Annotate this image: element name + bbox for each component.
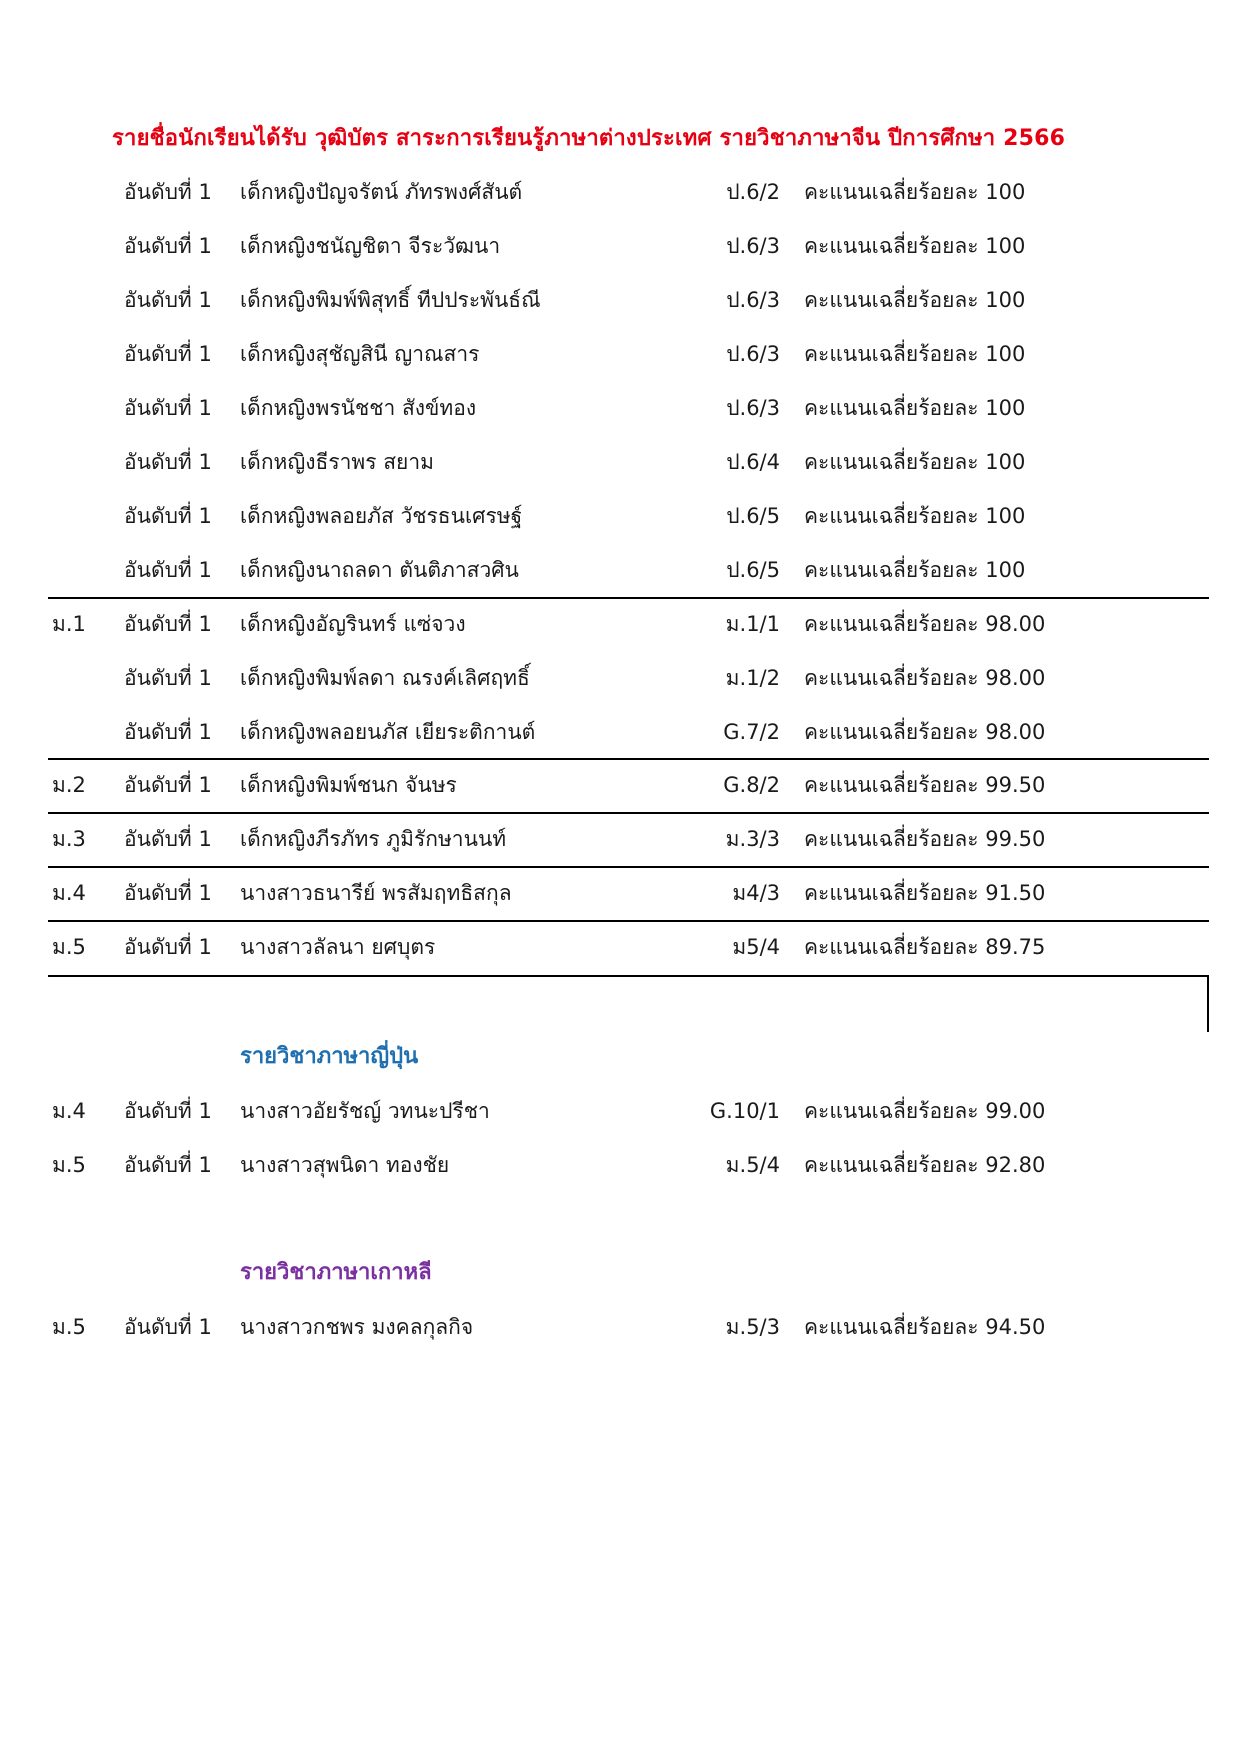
average-score: คะแนนเฉลี่ยร้อยละ 100 [804, 342, 1026, 366]
student-name: เด็กหญิงพรนัชชา สังข์ทอง [240, 396, 477, 420]
rank-label: อันดับที่ 1 [124, 612, 212, 636]
student-name: เด็กหญิงพิมพ์พิสุทธิ์ ทีปประพันธ์ณี [240, 288, 541, 312]
list-item [48, 758, 1208, 812]
average-score: คะแนนเฉลี่ยร้อยละ 98.00 [804, 666, 1046, 690]
average-score: คะแนนเฉลี่ยร้อยละ 98.00 [804, 612, 1046, 636]
list-item [48, 219, 1208, 273]
class-room: ม.5/4 [725, 1153, 780, 1177]
rank-label: อันดับที่ 1 [124, 1315, 212, 1339]
list-item [48, 1300, 1208, 1354]
student-name: เด็กหญิงอัญรินทร์ แซ่จวง [240, 612, 466, 636]
list-item [48, 866, 1208, 920]
grade-level: ม.3 [52, 827, 86, 851]
class-room: ป.6/3 [726, 396, 780, 420]
rank-label: อันดับที่ 1 [124, 504, 212, 528]
student-name: เด็กหญิงพิมพ์ชนก จันษร [240, 773, 457, 797]
average-score: คะแนนเฉลี่ยร้อยละ 94.50 [804, 1315, 1046, 1339]
rank-label: อันดับที่ 1 [124, 666, 212, 690]
document-title: รายชื่อนักเรียนได้รับ วุฒิบัตร สาระการเรียนรู้ภาษาต่างประเทศ รายวิชาภาษาจีน ปีการศึกษา 2566 [112, 126, 1066, 151]
average-score: คะแนนเฉลี่ยร้อยละ 91.50 [804, 881, 1046, 905]
student-name: นางสาวลัลนา ยศบุตร [240, 935, 436, 959]
rank-label: อันดับที่ 1 [124, 558, 212, 582]
grade-level: ม.5 [52, 1153, 86, 1177]
average-score: คะแนนเฉลี่ยร้อยละ 100 [804, 396, 1026, 420]
average-score: คะแนนเฉลี่ยร้อยละ 100 [804, 288, 1026, 312]
student-name: เด็กหญิงปัญจรัตน์ ภัทรพงศ์สันต์ [240, 180, 523, 204]
student-name: เด็กหญิงพลอยนภัส เยียระติกานต์ [240, 720, 536, 744]
class-room: ป.6/3 [726, 342, 780, 366]
class-room: ป.6/4 [726, 450, 780, 474]
student-name: เด็กหญิงธีราพร สยาม [240, 450, 434, 474]
student-name: เด็กหญิงพิมพ์ลดา ณรงค์เลิศฤทธิ์ [240, 666, 530, 690]
class-room: ม.1/2 [725, 666, 780, 690]
class-room: G.8/2 [723, 773, 780, 797]
class-room: G.10/1 [709, 1099, 780, 1123]
rank-label: อันดับที่ 1 [124, 234, 212, 258]
average-score: คะแนนเฉลี่ยร้อยละ 100 [804, 450, 1026, 474]
grade-level: ม.2 [52, 773, 86, 797]
average-score: คะแนนเฉลี่ยร้อยละ 100 [804, 504, 1026, 528]
japanese-heading: รายวิชาภาษาญี่ปุ่น [240, 1044, 419, 1069]
rank-label: อันดับที่ 1 [124, 773, 212, 797]
list-item [48, 920, 1208, 974]
list-item [48, 705, 1208, 759]
average-score: คะแนนเฉลี่ยร้อยละ 100 [804, 180, 1026, 204]
student-name: เด็กหญิงพลอยภัส วัชรธนเศรษฐ์ [240, 504, 523, 528]
class-room: ม.3/3 [725, 827, 780, 851]
list-item [48, 543, 1208, 597]
average-score: คะแนนเฉลี่ยร้อยละ 99.50 [804, 773, 1046, 797]
rank-label: อันดับที่ 1 [124, 342, 212, 366]
class-room: ม.5/3 [725, 1315, 780, 1339]
list-item [48, 381, 1208, 435]
student-name: เด็กหญิงภีรภัทร ภูมิรักษานนท์ [240, 827, 507, 851]
rank-label: อันดับที่ 1 [124, 1153, 212, 1177]
student-name: เด็กหญิงสุชัญสินี ญาณสาร [240, 342, 480, 366]
rank-label: อันดับที่ 1 [124, 450, 212, 474]
average-score: คะแนนเฉลี่ยร้อยละ 98.00 [804, 720, 1046, 744]
rank-label: อันดับที่ 1 [124, 881, 212, 905]
list-item [48, 597, 1208, 651]
korean-heading: รายวิชาภาษาเกาหลี [240, 1260, 432, 1285]
student-name: เด็กหญิงนาถลดา ตันติภาสวศิน [240, 558, 519, 582]
vertical-rule [1207, 976, 1209, 1032]
list-item [48, 327, 1208, 381]
list-item [48, 165, 1208, 219]
student-name: นางสาวธนารีย์ พรสัมฤทธิสกุล [240, 881, 512, 905]
list-item [48, 1138, 1208, 1192]
student-name: นางสาวสุพนิดา ทองชัย [240, 1153, 450, 1177]
student-name: นางสาวกชพร มงคลกุลกิจ [240, 1315, 474, 1339]
rank-label: อันดับที่ 1 [124, 720, 212, 744]
grade-level: ม.4 [52, 881, 86, 905]
class-room: ม.1/1 [725, 612, 780, 636]
average-score: คะแนนเฉลี่ยร้อยละ 99.00 [804, 1099, 1046, 1123]
grade-level: ม.5 [52, 1315, 86, 1339]
divider-line [48, 975, 1209, 977]
list-item [48, 651, 1208, 705]
rank-label: อันดับที่ 1 [124, 1099, 212, 1123]
student-name: นางสาวอัยรัชญ์ วทนะปรีชา [240, 1099, 490, 1123]
average-score: คะแนนเฉลี่ยร้อยละ 100 [804, 558, 1026, 582]
class-room: ป.6/5 [726, 558, 780, 582]
average-score: คะแนนเฉลี่ยร้อยละ 92.80 [804, 1153, 1046, 1177]
grade-level: ม.4 [52, 1099, 86, 1123]
list-item [48, 435, 1208, 489]
rank-label: อันดับที่ 1 [124, 935, 212, 959]
average-score: คะแนนเฉลี่ยร้อยละ 100 [804, 234, 1026, 258]
list-item [48, 1084, 1208, 1138]
list-item [48, 273, 1208, 327]
grade-level: ม.1 [52, 612, 86, 636]
class-room: ป.6/3 [726, 234, 780, 258]
list-item [48, 812, 1208, 866]
class-room: ม5/4 [732, 935, 780, 959]
rank-label: อันดับที่ 1 [124, 288, 212, 312]
rank-label: อันดับที่ 1 [124, 396, 212, 420]
rank-label: อันดับที่ 1 [124, 827, 212, 851]
student-name: เด็กหญิงชนัญชิตา จีระวัฒนา [240, 234, 501, 258]
rank-label: อันดับที่ 1 [124, 180, 212, 204]
list-item [48, 489, 1208, 543]
class-room: G.7/2 [723, 720, 780, 744]
average-score: คะแนนเฉลี่ยร้อยละ 89.75 [804, 935, 1046, 959]
class-room: ป.6/2 [726, 180, 780, 204]
class-room: ม4/3 [732, 881, 780, 905]
grade-level: ม.5 [52, 935, 86, 959]
class-room: ป.6/5 [726, 504, 780, 528]
average-score: คะแนนเฉลี่ยร้อยละ 99.50 [804, 827, 1046, 851]
class-room: ป.6/3 [726, 288, 780, 312]
